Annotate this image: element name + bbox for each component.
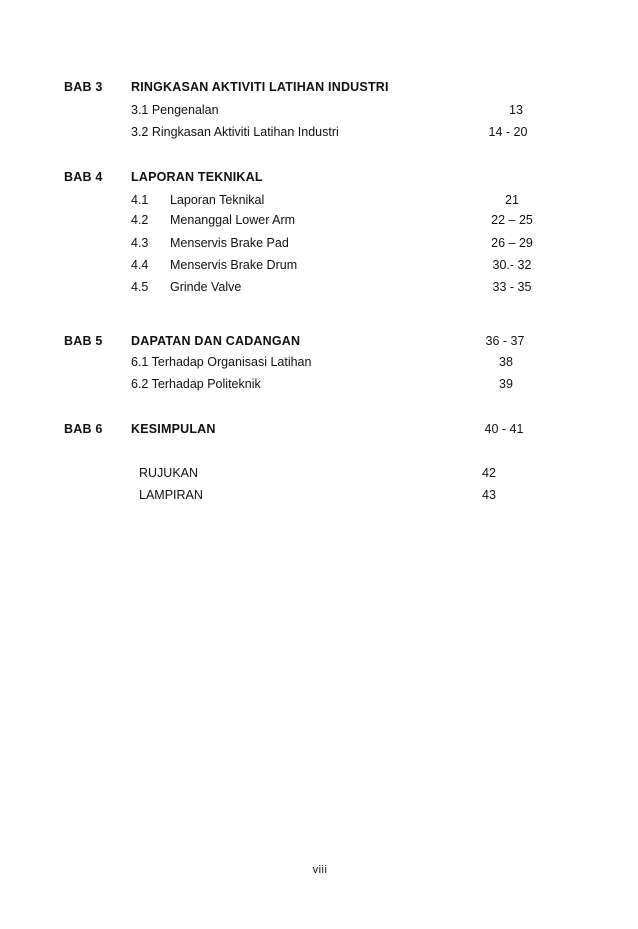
toc-page-lampiran: 43	[482, 488, 496, 502]
toc-entry-4-2: Menanggal Lower Arm	[170, 213, 296, 227]
toc-entry-4-3: Menservis Brake Pad	[170, 236, 289, 250]
toc-page-6-1: 38	[499, 355, 513, 369]
toc-page-4-2: 22 – 25	[491, 213, 533, 227]
bab4-title: LAPORAN TEKNIKAL	[131, 170, 263, 184]
toc-entry-4-5: Grinde Valve	[170, 280, 242, 294]
toc-entry-3-2: 3.2 Ringkasan Aktiviti Latihan Industri	[131, 125, 339, 139]
toc-page-4-3: 26 – 29	[491, 236, 533, 250]
toc-entry-3-1: 3.1 Pengenalan	[131, 103, 219, 117]
bab4-label: BAB 4	[64, 170, 103, 184]
toc-page-3-2: 14 - 20	[488, 125, 528, 139]
bab6-label: BAB 6	[64, 422, 103, 436]
bab5-title: DAPATAN DAN CADANGAN	[131, 334, 301, 348]
toc-page-4-5: 33 - 35	[492, 280, 532, 294]
bab6-title: KESIMPULAN	[131, 422, 216, 436]
toc-entry-6-2: 6.2 Terhadap Politeknik	[131, 377, 261, 391]
bab5-label: BAB 5	[64, 334, 103, 348]
bab3-title: RINGKASAN AKTIVITI LATIHAN INDUSTRI	[131, 80, 389, 94]
page-number: viii	[312, 864, 328, 876]
toc-page-3-1: 13	[509, 103, 523, 117]
toc-entry-4-1: Laporan Teknikal	[170, 193, 265, 207]
toc-num-4-2: 4.2	[131, 213, 149, 227]
toc-entry-4-4: Menservis Brake Drum	[170, 258, 298, 272]
toc-entry-rujukan: RUJUKAN	[139, 466, 199, 480]
toc-num-4-1: 4.1	[131, 193, 149, 207]
toc-entry-6-1: 6.1 Terhadap Organisasi Latihan	[131, 355, 312, 369]
bab3-label: BAB 3	[64, 80, 103, 94]
toc-page-6-2: 39	[499, 377, 513, 391]
toc-num-4-3: 4.3	[131, 236, 149, 250]
toc-page-bab5: 36 - 37	[485, 334, 525, 348]
toc-entry-lampiran: LAMPIRAN	[139, 488, 203, 502]
toc-page-4-1: 21	[505, 193, 519, 207]
toc-page-4-4: 30.- 32	[492, 258, 532, 272]
toc-page-bab6: 40 - 41	[484, 422, 524, 436]
toc-num-4-5: 4.5	[131, 280, 149, 294]
toc-num-4-4: 4.4	[131, 258, 149, 272]
toc-page-rujukan: 42	[482, 466, 496, 480]
